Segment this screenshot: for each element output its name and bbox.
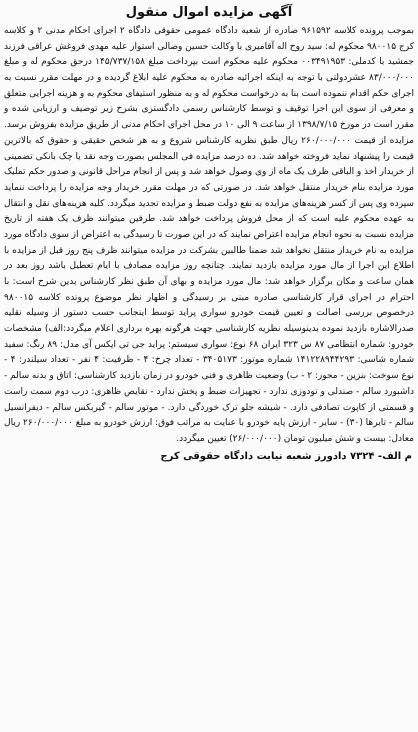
notice-title: آگهی مزایده اموال منقول (125, 5, 293, 20)
notice-footer: م الف- ۷۳۲۴ دادورز شعبه نیابت دادگاه حقوقی کرج (160, 450, 412, 462)
notice-body: بموجب پرونده کلاسه ۹۶۱۵۹۲ صادره از شعبه دادگاه عمومی حقوقی دادگاه ۲ اجرای احکام مدنی ۲ و کلاسه کرج ۹۸۰۰۱۵ محکوم له: سید روح اله آقامیری با وکالت حسین وصالی استوار علیه مهدی فروغش عراقی فرزند جمشید با کدملی: ۰۰۳۴۹۱۹۵۳ محکوم علیه محکوم است بپرداخت مبلغ ۱۴۵/۷۳۷/۱۵۸ درحق محکوم له و مبلغ ۸۳/۰۰۰/۰۰۰ عشردولتی با توجه به اینکه اجرائیه صادره به محکوم علیه ابلاغ گردیده و در مهلت مقرر نسبت به اجرای حکم اقدام ننموده است بنا به درخواست محکوم له و به منظور استیفای محکوم به و هزینه اجرایی متعلق و معرفی از سوی این اجرا توقیف و توسط کارشناس رسمی دادگستری بشرح زیر توصیف و ارزیابی شده و مقرر است در مورخ ۱۳۹۸/۷/۱۵ از ساعت ۹ الی ۱۰ در محل اجرای احکام مدنی از طریق مزایده بفروش برسد. مزایده از قیمت ۲۶۰/۰۰۰/۰۰۰ ریال طبق نظریه کارشناس شروع و به هر شخص حقیقی و حقوق که بالاترین قیمت را پیشنهاد نماید فروخته خواهد شد. ده درصد مزایده فی المجلس بصورت وجه نقد یا چک بانکی تضمینی از خریدار اخذ و الباقی ظرف یک ماه از وی وصول خواهد شد و پس از انجام مراحل قانونی و صدور حکم تملیک مورد مزایده بنام خریدار منتقل خواهد شد. در صورتی که در مهلت مقرر خریدار وجه مزایده را پرداخت ننماید سپرده وی پس از کسر هزینه‌های مزایده به نفع دولت ضبط و مزایده تجدید میگردد. کلیه هزینه‌های نقل و انتقال به عهده محکوم علیه است که از محل فروش پرداخت خواهد شد. طرفین میتوانند ظرف یک هفته از تاریخ مزایده نسبت به نحوه انجام مزایده اعتراض نمایند که در این صورت تا رسیدگی به اعتراض از سوی دادگاه مورد مزایده به نام خریدار منتقل نخواهد شد ضمنا طالبین بشرکت در مزایده میتوانند ظرف پنج روز قبل از مزایده با اطلاع این اجرا از مال مورد مزایده بازدید نمایند. چنانچه روز مزایده مصادف با ایام تعطیل باشد روز بعد در همان ساعت و مکان برگزار خواهد شد: مال مورد مزایده و بهای آن طبق نظر کارشناس بدین شرح است: با احترام در اجرای قرار کارشناسی صادره مبنی بر رسیدگی و اظهار نظر موضوع پرونده کلاسه ۹۸۰۰۱۵ درخصوص بررسی اصالت و تعیین قیمت خودرو سواری پراید توسط اینجانب حسب دستور از وسیله نقلیه صدرالاشاره بازدید نموده بدینوسیله نظریه کارشناسی جهت هرگونه بهره برداری اعلام میگردد:الف) مشخصات خودرو: شماره انتظامی ۸۷ س ۳۲۳ ایران ۶۸ نوع: سواری سیستم: پراید جی تی ایکس آی مدل: ۸۹ رنگ: سفید شماره شاسی: ۱۴۱۲۲۸۹۴۴۲۹۳ شماره موتور: ۳۴۰۵۱۷۳ - تعداد چرخ: ۴ - ظرفیت: ۴ نفر - تعداد سیلندر: ۴ - نوع سوخت: بنزین - محور: ۲ - ب) وضعیت ظاهری و فنی خودرو در زمان بازدید کارشناسی: اتاق و بدنه سالم - داشبورد سالم - صندلی و تودوزی ندارد - تجهیزات ضبط و پخش ندارد - نقایص ظاهری: درب دوم سمت راست و قسمتی از کاپوت تصادفی دارد. - شیشه جلو ترک خوردگی دارد. - موتور سالم - گیربکس سالم - دیفرانسیل سالم - تایرها (۳۰) - سایر - ارزش پایه خودرو با عنایت به مراتب فوق: ارزش خودرو به مبلغ ۲۶۰/۰۰۰/۰۰۰ ریال معادل: بیست و شش میلیون تومان (۲۶/۰۰۰/۰۰۰) تعیین میگردد. (4, 26, 415, 444)
